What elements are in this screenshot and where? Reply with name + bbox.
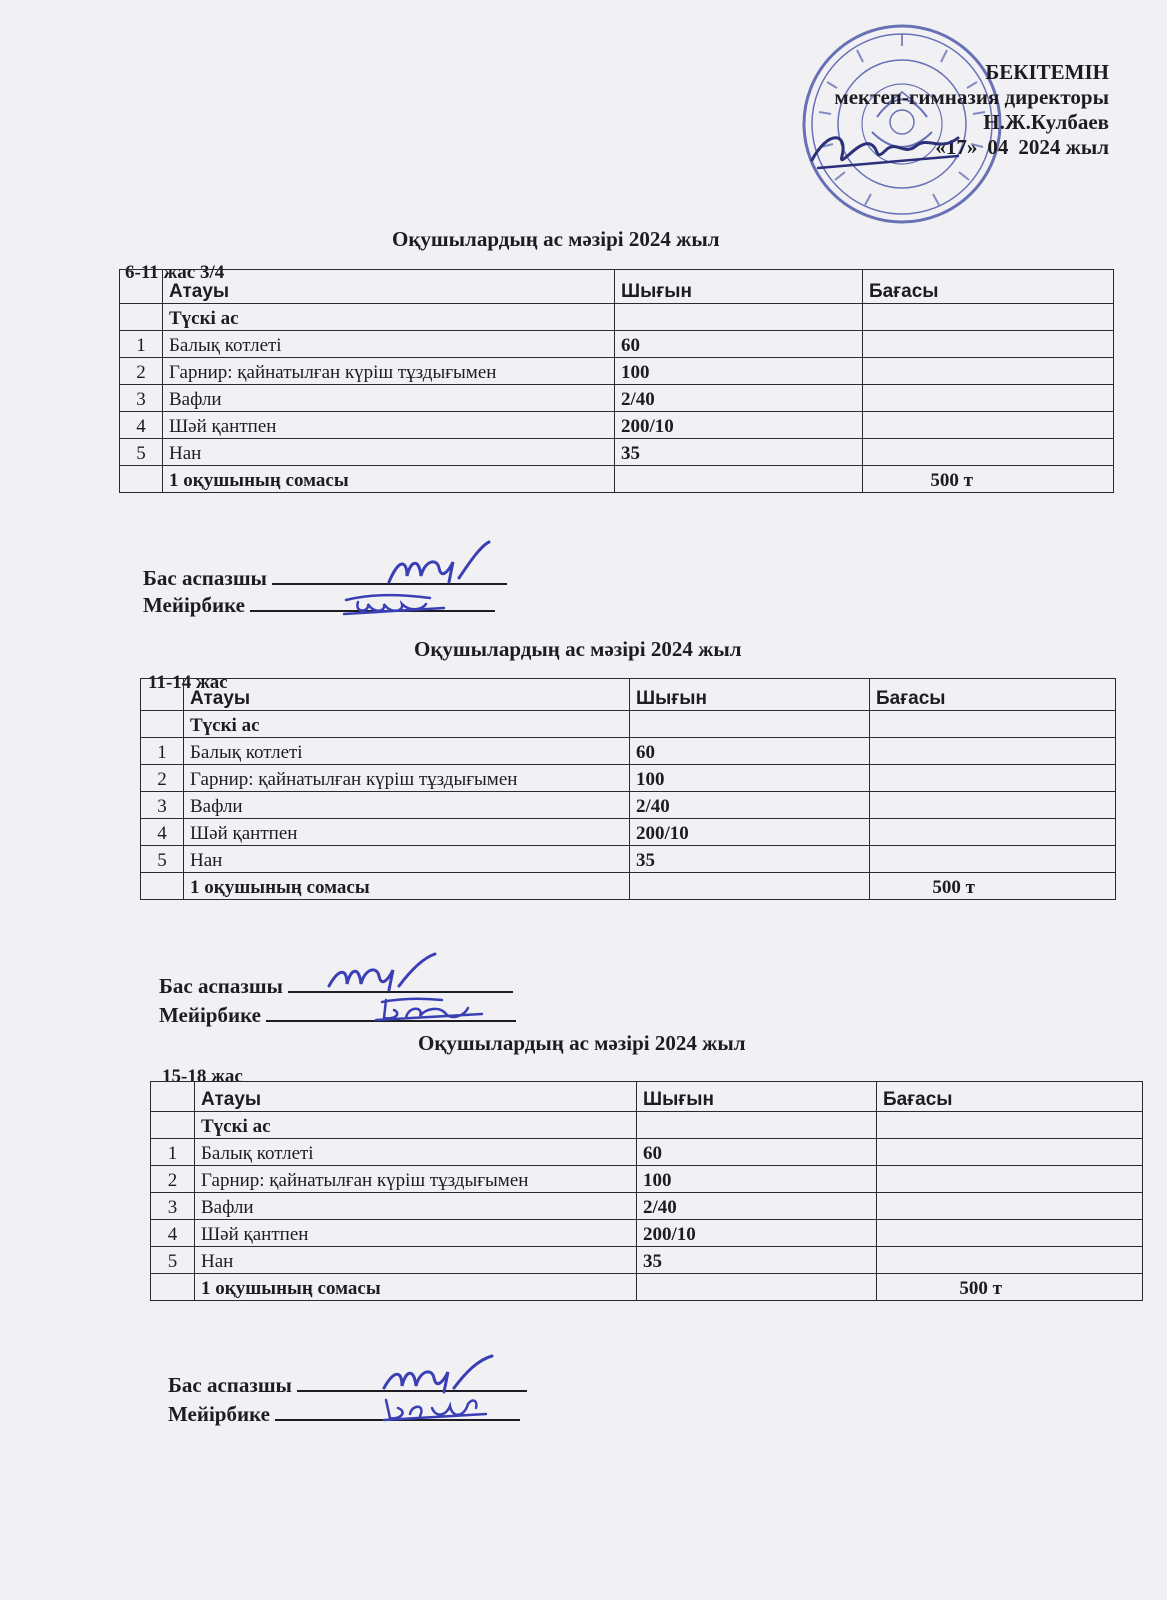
row-qty: 35: [630, 846, 870, 873]
total-price: 500 т: [863, 466, 1114, 493]
menu-table: [150, 1081, 1143, 1301]
header-name: Атауы: [195, 1082, 637, 1112]
table-row: [141, 846, 1116, 873]
table-row: [141, 819, 1116, 846]
row-name: Вафли: [163, 385, 615, 412]
table-header-row: [151, 1082, 1143, 1112]
row-qty: 200/10: [615, 412, 863, 439]
total-price: 500 т: [870, 873, 1116, 900]
chef-label: Бас аспазшы: [159, 974, 283, 998]
table-row: [120, 358, 1114, 385]
table-row: [151, 1220, 1143, 1247]
header-price: Бағасы: [877, 1082, 1143, 1112]
row-num: 4: [151, 1220, 195, 1247]
row-qty: 60: [630, 738, 870, 765]
header-qty: Шығын: [637, 1082, 877, 1112]
chef-signature-icon: [380, 1352, 500, 1397]
nurse-label: Мейірбике: [159, 1003, 261, 1027]
row-name: Нан: [163, 439, 615, 466]
table-header-row: [120, 270, 1114, 304]
header-price: Бағасы: [863, 270, 1114, 304]
total-row: [120, 466, 1114, 493]
row-qty: 2/40: [637, 1193, 877, 1220]
table-row: [120, 439, 1114, 466]
menu-age-group: 6-11 жас 3/4: [125, 262, 225, 283]
menu-title: Оқушылардың ас мәзірі 2024 жыл: [392, 227, 720, 251]
row-name: Балық котлеті: [184, 738, 630, 765]
row-name: Шәй қантпен: [195, 1220, 637, 1247]
nurse-signature-icon: [372, 994, 487, 1024]
row-qty: 2/40: [630, 792, 870, 819]
row-qty: 200/10: [630, 819, 870, 846]
row-num: 2: [141, 765, 184, 792]
row-name: Вафли: [184, 792, 630, 819]
row-name: Гарнир: қайнатылған күріш тұздығымен: [195, 1166, 637, 1193]
nurse-signature-icon: [340, 590, 450, 620]
row-name: Нан: [195, 1247, 637, 1274]
approval-date-month: 04: [987, 135, 1009, 159]
approval-director: Н.Ж.Кулбаев: [983, 110, 1109, 134]
table-row: [120, 385, 1114, 412]
menu-title: Оқушылардың ас мәзірі 2024 жыл: [414, 637, 742, 661]
director-signature-icon: [808, 120, 968, 190]
approval-title: БЕКІТЕМІН: [985, 60, 1109, 84]
total-row: [151, 1274, 1143, 1301]
menu-age-group: 15-18 жас: [162, 1066, 243, 1087]
total-label: 1 оқушының сомасы: [184, 873, 630, 900]
table-row: [141, 765, 1116, 792]
nurse-label: Мейірбике: [143, 593, 245, 617]
row-qty: 60: [615, 331, 863, 358]
table-row: [120, 412, 1114, 439]
menu-title: Оқушылардың ас мәзірі 2024 жыл: [418, 1031, 746, 1055]
table-row: [141, 738, 1116, 765]
row-name: Балық котлеті: [163, 331, 615, 358]
row-num: 5: [120, 439, 163, 466]
total-label: 1 оқушының сомасы: [195, 1274, 637, 1301]
menu-table: [119, 269, 1114, 493]
row-name: Балық котлеті: [195, 1139, 637, 1166]
chef-signature-icon: [385, 538, 495, 588]
row-name: Гарнир: қайнатылған күріш тұздығымен: [184, 765, 630, 792]
header-num: [151, 1082, 195, 1112]
section-label: Түскі ас: [195, 1112, 637, 1139]
row-num: 4: [141, 819, 184, 846]
row-num: 2: [151, 1166, 195, 1193]
table-row: [120, 331, 1114, 358]
row-num: 3: [120, 385, 163, 412]
row-qty: 100: [637, 1166, 877, 1193]
row-num: 4: [120, 412, 163, 439]
table-row: [151, 1166, 1143, 1193]
row-num: 1: [120, 331, 163, 358]
row-num: 5: [151, 1247, 195, 1274]
row-num: 5: [141, 846, 184, 873]
row-num: 3: [141, 792, 184, 819]
table-row: [151, 1139, 1143, 1166]
section-row: [120, 304, 1114, 331]
total-price: 500 т: [877, 1274, 1143, 1301]
table-header-row: [141, 679, 1116, 711]
row-qty: 100: [630, 765, 870, 792]
row-qty: 100: [615, 358, 863, 385]
header-name: Атауы: [184, 679, 630, 711]
row-qty: 35: [615, 439, 863, 466]
menu-table: [140, 678, 1116, 900]
nurse-label: Мейірбике: [168, 1402, 270, 1426]
table-row: [151, 1247, 1143, 1274]
row-num: 1: [141, 738, 184, 765]
section-row: [151, 1112, 1143, 1139]
approval-date-day: «17»: [935, 135, 978, 159]
section-label: Түскі ас: [163, 304, 615, 331]
approval-date-year: 2024 жыл: [1018, 135, 1109, 159]
chef-label: Бас аспазшы: [143, 566, 267, 590]
table-row: [141, 792, 1116, 819]
row-qty: 60: [637, 1139, 877, 1166]
row-num: 3: [151, 1193, 195, 1220]
menu-age-group: 11-14 жас: [148, 672, 228, 693]
row-qty: 2/40: [615, 385, 863, 412]
header-num: [141, 679, 184, 711]
header-qty: Шығын: [615, 270, 863, 304]
row-name: Шәй қантпен: [163, 412, 615, 439]
header-price: Бағасы: [870, 679, 1116, 711]
section-row: [141, 711, 1116, 738]
chef-label: Бас аспазшы: [168, 1373, 292, 1397]
row-num: 1: [151, 1139, 195, 1166]
chef-signature-icon: [325, 950, 445, 995]
section-label: Түскі ас: [184, 711, 630, 738]
total-label: 1 оқушының сомасы: [163, 466, 615, 493]
row-qty: 35: [637, 1247, 877, 1274]
approval-position: мектеп-гимназия директоры: [834, 85, 1109, 109]
row-name: Нан: [184, 846, 630, 873]
row-qty: 200/10: [637, 1220, 877, 1247]
nurse-signature-icon: [380, 1394, 490, 1424]
row-name: Гарнир: қайнатылған күріш тұздығымен: [163, 358, 615, 385]
total-row: [141, 873, 1116, 900]
table-row: [151, 1193, 1143, 1220]
header-num: [120, 270, 163, 304]
row-num: 2: [120, 358, 163, 385]
row-name: Вафли: [195, 1193, 637, 1220]
row-name: Шәй қантпен: [184, 819, 630, 846]
header-name: Атауы: [163, 270, 615, 304]
header-qty: Шығын: [630, 679, 870, 711]
